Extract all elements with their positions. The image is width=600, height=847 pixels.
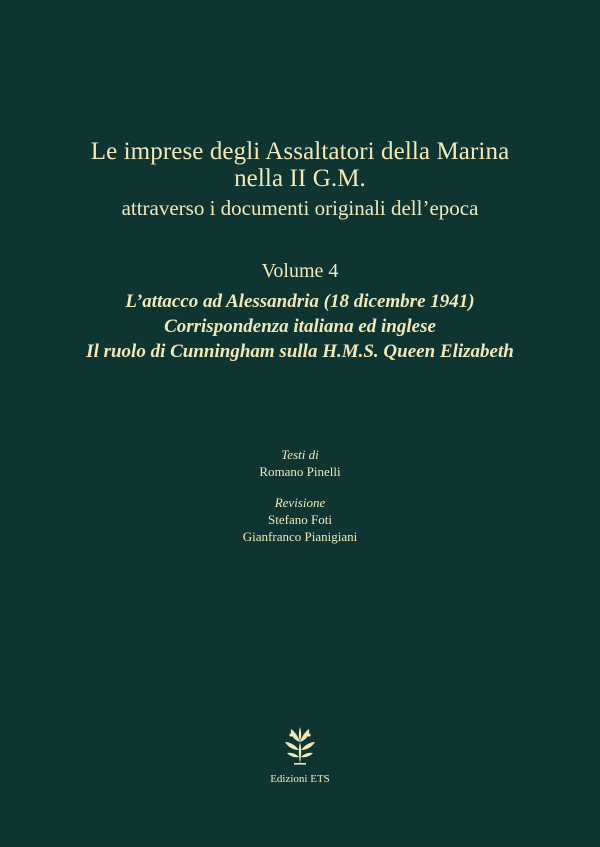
floral-emblem-icon — [282, 726, 318, 766]
revision-person-2: Gianfranco Pianigiani — [242, 529, 358, 544]
book-title — [0, 138, 600, 192]
credits — [0, 446, 600, 545]
volume-line-2: Corrispondenza italiana ed inglese — [164, 316, 436, 337]
book-subtitle: attraverso i documenti originali dell’epoca — [121, 196, 479, 220]
volume-line-1: L’attacco ad Alessandria (18 dicembre 1941) — [125, 291, 475, 312]
texts-author: Romano Pinelli — [259, 464, 341, 479]
publisher-name: Edizioni ETS — [270, 773, 330, 785]
volume-label: Volume 4 — [261, 260, 339, 282]
volume-description — [0, 289, 600, 364]
texts-role: Testi di — [281, 447, 319, 462]
title-line-1: Le imprese degli Assaltatori della Marina — [90, 138, 510, 165]
revision-role: Revisione — [274, 495, 326, 510]
revision-person-1: Stefano Foti — [268, 512, 332, 527]
title-line-2: nella II G.M. — [234, 165, 366, 192]
volume-line-3: Il ruolo di Cunningham sulla H.M.S. Queen Elizabeth — [86, 341, 514, 362]
